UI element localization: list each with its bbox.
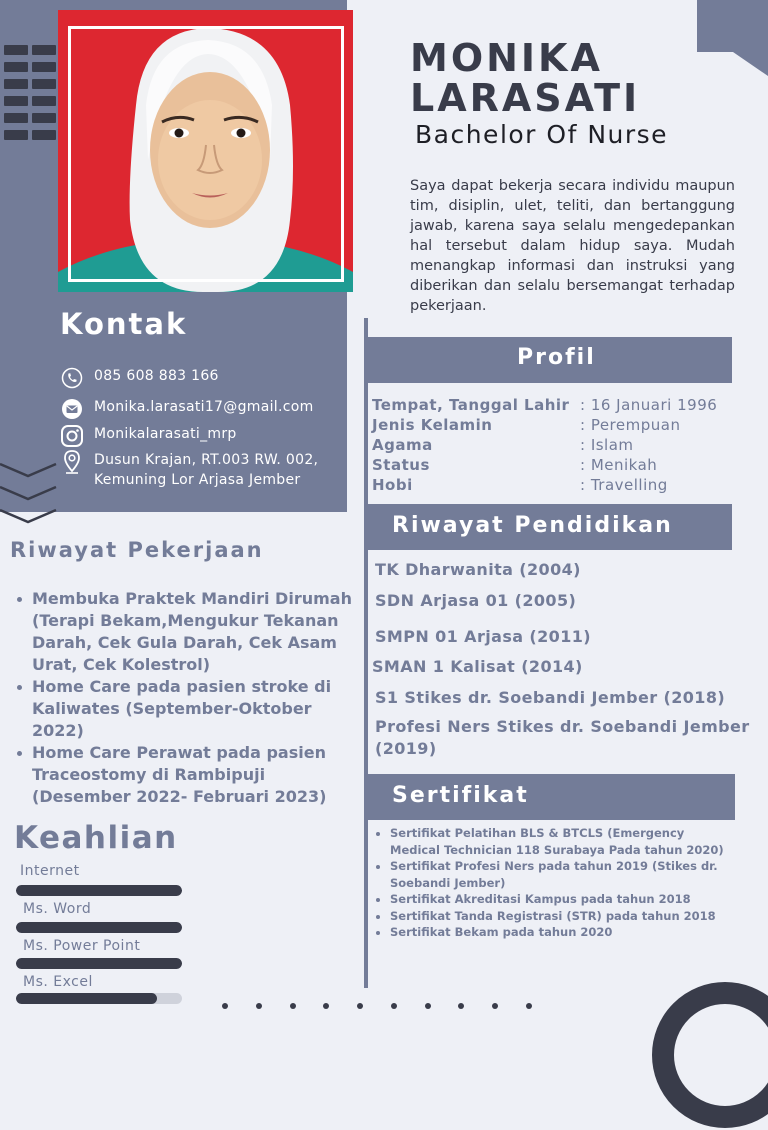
phone-icon [60,366,84,390]
profile-details [372,395,732,495]
arc-decoration [650,980,768,1130]
contact-address [60,450,320,490]
location-pin-icon [60,450,84,474]
work-history-heading: Riwayat Pekerjaan [10,538,264,562]
address-text: Dusun Krajan, RT.003 RW. 002, Kemuning Lor Arjasa Jember [94,452,319,488]
contact-email [60,397,314,421]
profile-value: : Menikah [580,456,658,474]
about-text: Saya dapat bekerja secara individu maupun tim, disiplin, ulet, teliti, dan bertanggung jawab, karena saya selalu mengedepankan hal tersebut dalam hidup saya. Mudah menangkap informasi dan instruksi yang diberikan dan selalu bersemangat terhadap pekerjaan. [410,178,735,314]
first-name: MONIKA [410,36,603,80]
job-title: Bachelor Of Nurse [415,120,669,149]
certificate-item: Sertifikat Tanda Registrasi (STR) pada tahun 2018 [390,908,730,925]
profile-row [372,435,732,455]
skill-label: Ms. Excel [23,974,93,990]
contact-heading: Kontak [60,307,188,341]
profile-value: : Travelling [580,476,668,494]
profile-band [367,337,732,383]
profile-value: : Islam [580,436,634,454]
profile-key: Agama [372,436,433,454]
certificate-item: Sertifikat Akreditasi Kampus pada tahun 2018 [390,891,730,908]
skill-bar [16,922,182,933]
work-item: Home Care Perawat pada pasien Traceostomy di Rambipuji (Desember 2022- Februari 2023) [32,742,368,808]
education-item: S1 Stikes dr. Soebandi Jember (2018) [375,688,726,707]
skill-label: Ms. Word [23,901,92,917]
full-name [410,38,640,118]
certificates-heading: Sertifikat [392,783,529,808]
profile-key: Tempat, Tanggal Lahir [372,396,570,414]
profile-key: Status [372,456,430,474]
photo-border [68,26,344,282]
contact-instagram [60,424,237,448]
work-history-list [12,588,368,808]
skill-bar [16,885,182,896]
skill-bar [16,958,182,969]
education-item: SDN Arjasa 01 (2005) [375,591,577,610]
vertical-divider [364,318,368,988]
profile-key: Jenis Kelamin [372,416,493,434]
dots-decoration [222,1003,532,1013]
email-icon [60,397,84,421]
skill-label: Internet [20,863,80,879]
education-heading: Riwayat Pendidikan [392,513,673,538]
skill-label: Ms. Power Point [23,938,141,954]
education-item: SMAN 1 Kalisat (2014) [372,657,583,676]
certificates-band [367,774,735,820]
education-item: SMPN 01 Arjasa (2011) [375,627,591,646]
certificate-item: Sertifikat Bekam pada tahun 2020 [390,924,730,941]
work-item: Home Care pada pasien stroke di Kaliwates (September-Oktober 2022) [32,676,368,742]
zigzag-decoration [0,462,60,527]
education-band [367,504,732,550]
skills-heading: Keahlian [14,820,178,856]
certificate-item: Sertifikat Profesi Ners pada tahun 2019 (Stikes dr. Soebandi Jember) [390,858,730,891]
profile-row [372,455,732,475]
profile-row [372,415,732,435]
education-item: TK Dharwanita (2004) [375,560,581,579]
certificates-list [372,825,730,941]
contact-phone [60,366,219,390]
corner-ribbon-decoration [697,0,768,76]
education-item: Profesi Ners Stikes dr. Soebandi Jember (2019) [375,717,750,758]
instagram-icon [60,424,84,448]
profile-row [372,475,732,495]
profile-heading: Profil [517,345,596,370]
last-name: LARASATI [410,76,641,120]
instagram-handle[interactable]: Monikalarasati_mrp [94,426,237,442]
skill-bar [16,993,182,1004]
certificate-item: Sertifikat Pelatihan BLS & BTCLS (Emergency Medical Technician 118 Surabaya Pada tahun 2020) [390,825,730,858]
profile-key: Hobi [372,476,413,494]
profile-value: : 16 Januari 1996 [580,396,718,414]
phone-number: 085 608 883 166 [94,368,219,384]
profile-value: : Perempuan [580,416,681,434]
profile-row [372,395,732,415]
work-item: Membuka Praktek Mandiri Dirumah (Terapi Bekam,Mengukur Tekanan Darah, Cek Gula Darah, Cek Asam Urat, Cek Kolestrol) [32,588,368,676]
email-address[interactable]: Monika.larasati17@gmail.com [94,399,314,415]
